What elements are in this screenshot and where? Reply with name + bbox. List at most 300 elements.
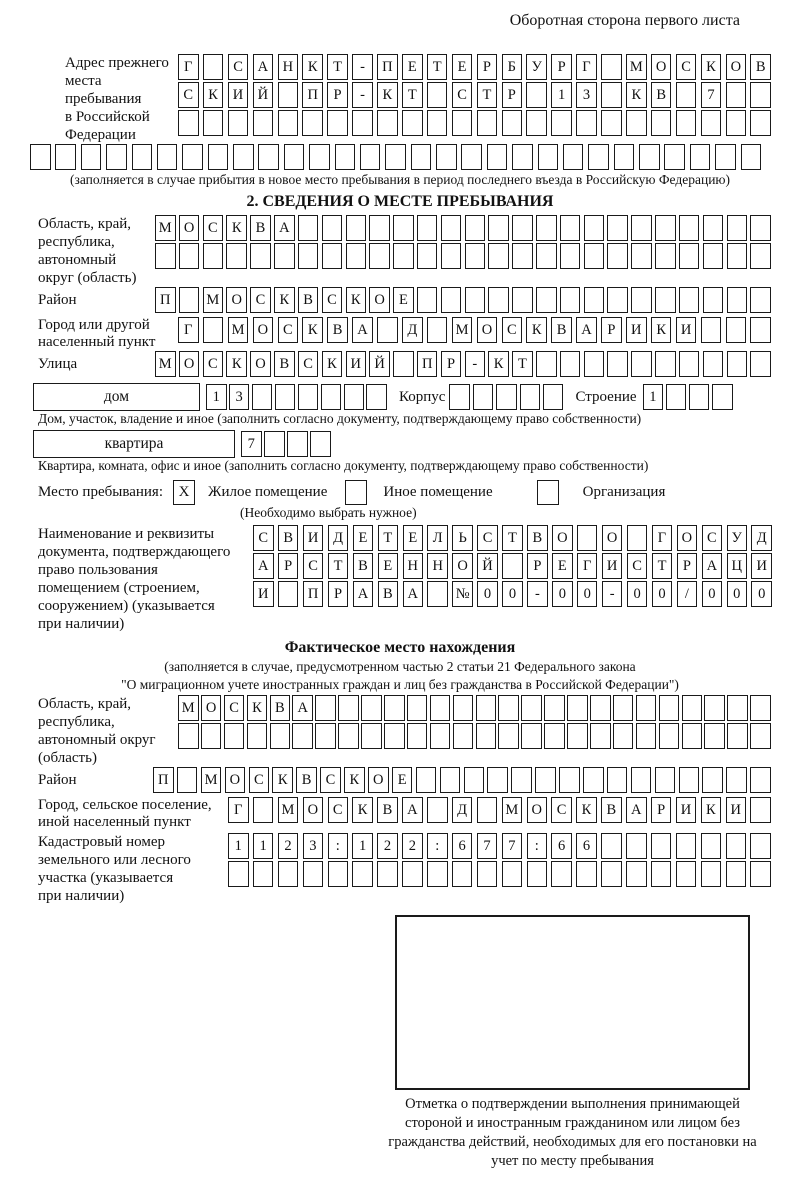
- char-box: [477, 797, 498, 823]
- actual-city-row: [228, 797, 771, 823]
- char-box: [750, 110, 771, 136]
- char-box: [560, 215, 581, 241]
- char-box: 0: [751, 581, 772, 607]
- char-box: [309, 144, 330, 170]
- char-box: Г: [228, 797, 249, 823]
- char-box: О: [368, 767, 389, 793]
- label-line: Город, сельское поселение,: [38, 797, 212, 813]
- char-box: [701, 317, 722, 343]
- char-box: С: [627, 553, 648, 579]
- label-line: Федерации: [65, 127, 136, 143]
- char-box: Н: [278, 54, 299, 80]
- char-box: :: [527, 833, 548, 859]
- cadastral-rows: [228, 833, 771, 889]
- char-box: С: [250, 287, 271, 313]
- char-box: [465, 287, 486, 313]
- char-box: [655, 243, 676, 269]
- prev-address-caption: (заполняется в случае прибытия в новое место пребывания в период последнего въезда в Российскую Федерацию): [69, 172, 731, 187]
- char-box: Б: [502, 54, 523, 80]
- char-box: [502, 861, 523, 887]
- char-box: [527, 861, 548, 887]
- char-box: [203, 54, 224, 80]
- char-box: [338, 695, 359, 721]
- char-box: А: [402, 797, 423, 823]
- char-box: Р: [477, 54, 498, 80]
- char-box: [182, 144, 203, 170]
- char-box: О: [726, 54, 747, 80]
- char-box: [233, 144, 254, 170]
- char-box: [346, 215, 367, 241]
- char-box: [576, 861, 597, 887]
- char-box: В: [378, 581, 399, 607]
- char-box: С: [477, 525, 498, 551]
- char-box: [727, 243, 748, 269]
- char-box: [55, 144, 76, 170]
- char-box: [250, 243, 271, 269]
- char-box: Р: [651, 797, 672, 823]
- char-box: К: [526, 317, 547, 343]
- char-box: Р: [278, 553, 299, 579]
- char-box: [487, 144, 508, 170]
- char-box: Т: [328, 553, 349, 579]
- char-box: [369, 215, 390, 241]
- char-box: [750, 317, 771, 343]
- char-box: [679, 767, 700, 793]
- char-box: [416, 767, 437, 793]
- char-box: [477, 861, 498, 887]
- char-box: [498, 695, 519, 721]
- char-box: [487, 767, 508, 793]
- char-box: [536, 215, 557, 241]
- actual-location-title: Фактическое место нахождения: [284, 639, 516, 656]
- char-box: [601, 110, 622, 136]
- char-box: Е: [393, 287, 414, 313]
- char-box: [177, 767, 198, 793]
- char-box: Е: [452, 54, 473, 80]
- char-box: [436, 144, 457, 170]
- char-box: [315, 723, 336, 749]
- char-box: 0: [577, 581, 598, 607]
- char-box: [679, 243, 700, 269]
- house-row: [33, 383, 800, 411]
- char-box: С: [551, 797, 572, 823]
- apartment-row: [33, 430, 800, 458]
- char-box: [453, 695, 474, 721]
- char-box: И: [346, 351, 367, 377]
- char-box: [488, 215, 509, 241]
- actual-district-label: Район: [38, 772, 77, 788]
- char-box: П: [153, 767, 174, 793]
- street-row: [155, 351, 771, 377]
- char-box: С: [702, 525, 723, 551]
- char-box: И: [726, 797, 747, 823]
- char-box: С: [178, 82, 199, 108]
- char-box: В: [527, 525, 548, 551]
- char-box: [535, 767, 556, 793]
- char-box: [258, 144, 279, 170]
- label-line: Адрес прежнего: [65, 55, 169, 71]
- char-box: Д: [402, 317, 423, 343]
- char-box: 0: [652, 581, 673, 607]
- label-line: места пребывания: [65, 73, 142, 107]
- char-box: [664, 144, 685, 170]
- char-box: А: [274, 215, 295, 241]
- char-box: [264, 431, 285, 457]
- char-box: 0: [552, 581, 573, 607]
- char-box: Н: [403, 553, 424, 579]
- char-box: Й: [477, 553, 498, 579]
- char-box: [224, 723, 245, 749]
- char-box: [679, 215, 700, 241]
- house-box-label: дом: [33, 383, 200, 411]
- char-box: [655, 351, 676, 377]
- char-box: С: [253, 525, 274, 551]
- char-box: [676, 833, 697, 859]
- char-box: [626, 833, 647, 859]
- char-box: [520, 384, 541, 410]
- char-box: А: [626, 797, 647, 823]
- char-box: [228, 110, 249, 136]
- char-box: [631, 243, 652, 269]
- char-box: О: [225, 767, 246, 793]
- char-box: [488, 243, 509, 269]
- char-box: К: [226, 215, 247, 241]
- city-block: [0, 317, 800, 351]
- document-row-2: [253, 553, 772, 579]
- char-box: [614, 144, 635, 170]
- char-box: [427, 797, 448, 823]
- char-box: А: [352, 317, 373, 343]
- char-box: [366, 384, 387, 410]
- char-box: В: [274, 351, 295, 377]
- stay-type-note: (Необходимо выбрать нужное): [240, 505, 417, 520]
- char-box: [607, 767, 628, 793]
- char-box: [526, 82, 547, 108]
- char-box: К: [352, 797, 373, 823]
- char-box: [631, 287, 652, 313]
- char-box: [512, 287, 533, 313]
- actual-district-block: [0, 767, 800, 795]
- char-box: В: [551, 317, 572, 343]
- char-box: [310, 431, 331, 457]
- char-box: [417, 215, 438, 241]
- char-box: [563, 144, 584, 170]
- prev-address-label: [65, 54, 178, 144]
- street-label: Улица: [38, 356, 78, 372]
- confirmation-stamp-box: [395, 915, 750, 1090]
- char-box: С: [203, 215, 224, 241]
- char-box: 2: [402, 833, 423, 859]
- char-box: №: [452, 581, 473, 607]
- char-box: [577, 525, 598, 551]
- char-box: [655, 215, 676, 241]
- char-box: 3: [229, 384, 250, 410]
- char-box: [322, 215, 343, 241]
- char-box: [601, 54, 622, 80]
- char-box: М: [178, 695, 199, 721]
- region-label: [38, 215, 155, 287]
- char-box: [407, 695, 428, 721]
- char-box: [322, 243, 343, 269]
- char-box: [476, 695, 497, 721]
- char-box: [666, 384, 687, 410]
- char-box: [703, 351, 724, 377]
- char-box: [464, 767, 485, 793]
- char-box: О: [253, 317, 274, 343]
- char-box: [377, 317, 398, 343]
- prev-address-row-2: [178, 82, 771, 108]
- actual-city-label: [38, 797, 228, 831]
- char-box: [498, 723, 519, 749]
- char-box: К: [576, 797, 597, 823]
- char-box: А: [292, 695, 313, 721]
- actual-location-caption-1: (заполняется в случае, предусмотренном частью 2 статьи 21 Федерального закона: [164, 659, 636, 674]
- stroenie-label: Строение: [575, 389, 637, 405]
- char-box: Е: [392, 767, 413, 793]
- char-box: [352, 110, 373, 136]
- char-box: [576, 110, 597, 136]
- char-box: [651, 833, 672, 859]
- char-box: [601, 861, 622, 887]
- char-box: [726, 110, 747, 136]
- char-box: К: [322, 351, 343, 377]
- char-box: [473, 384, 494, 410]
- section2-title: 2. СВЕДЕНИЯ О МЕСТЕ ПРЕБЫВАНИЯ: [246, 193, 554, 210]
- char-box: [178, 723, 199, 749]
- char-box: [155, 243, 176, 269]
- char-box: В: [353, 553, 374, 579]
- char-box: [590, 723, 611, 749]
- document-rows: [253, 525, 772, 609]
- char-box: [402, 861, 423, 887]
- char-box: [651, 110, 672, 136]
- char-box: 0: [702, 581, 723, 607]
- char-box: [81, 144, 102, 170]
- char-box: [726, 767, 747, 793]
- char-box: [676, 110, 697, 136]
- char-box: -: [352, 54, 373, 80]
- district-label: Район: [38, 292, 77, 308]
- char-box: [465, 243, 486, 269]
- char-box: [511, 767, 532, 793]
- label-line: округ (область): [38, 270, 137, 286]
- stay-option-residential-label: Жилое помещение: [208, 484, 328, 500]
- char-box: К: [272, 767, 293, 793]
- char-box: И: [602, 553, 623, 579]
- char-box: [601, 82, 622, 108]
- char-box: В: [750, 54, 771, 80]
- char-box: [440, 767, 461, 793]
- char-box: О: [677, 525, 698, 551]
- char-box: [452, 861, 473, 887]
- char-box: [360, 144, 381, 170]
- char-box: М: [626, 54, 647, 80]
- char-box: [703, 287, 724, 313]
- char-box: [203, 317, 224, 343]
- char-box: -: [465, 351, 486, 377]
- char-box: [750, 215, 771, 241]
- korpus-label: Корпус: [399, 389, 446, 405]
- char-box: [682, 695, 703, 721]
- label-line: Наименование и реквизиты: [38, 526, 215, 542]
- char-box: [715, 144, 736, 170]
- char-box: [427, 110, 448, 136]
- actual-region-row-2: [178, 723, 771, 749]
- char-box: Р: [527, 553, 548, 579]
- char-box: [727, 723, 748, 749]
- char-box: [676, 82, 697, 108]
- char-box: М: [502, 797, 523, 823]
- char-box: С: [203, 351, 224, 377]
- char-box: [636, 723, 657, 749]
- char-box: [179, 287, 200, 313]
- page-side-note: Оборотная сторона первого листа: [509, 12, 740, 29]
- char-box: [477, 110, 498, 136]
- char-box: [346, 243, 367, 269]
- char-box: 7: [701, 82, 722, 108]
- char-box: -: [527, 581, 548, 607]
- char-box: [750, 243, 771, 269]
- char-box: С: [502, 317, 523, 343]
- stay-type-label: Место пребывания:: [38, 484, 163, 500]
- char-box: [430, 695, 451, 721]
- char-box: [726, 317, 747, 343]
- char-box: [252, 384, 273, 410]
- char-box: С: [249, 767, 270, 793]
- stay-checkbox-residential: X: [173, 480, 195, 505]
- char-box: Г: [652, 525, 673, 551]
- char-box: [461, 144, 482, 170]
- label-line: документа, подтверждающего: [38, 544, 231, 560]
- char-box: [607, 287, 628, 313]
- label-line: Область, край,: [38, 216, 132, 232]
- char-box: О: [179, 215, 200, 241]
- char-box: В: [327, 317, 348, 343]
- char-box: [338, 723, 359, 749]
- char-box: [327, 110, 348, 136]
- char-box: [613, 695, 634, 721]
- label-line: участка (указывается: [38, 870, 174, 886]
- char-box: [631, 215, 652, 241]
- char-box: А: [576, 317, 597, 343]
- char-box: У: [526, 54, 547, 80]
- char-box: О: [477, 317, 498, 343]
- char-box: [679, 351, 700, 377]
- char-box: О: [651, 54, 672, 80]
- prev-address-row-1: [178, 54, 771, 80]
- char-box: С: [303, 553, 324, 579]
- char-box: О: [369, 287, 390, 313]
- char-box: [701, 833, 722, 859]
- char-box: А: [253, 553, 274, 579]
- char-box: [441, 243, 462, 269]
- char-box: [275, 384, 296, 410]
- char-box: Е: [353, 525, 374, 551]
- char-box: 2: [278, 833, 299, 859]
- cadastral-block: [0, 833, 800, 905]
- label-line: Кадастровый номер: [38, 834, 165, 850]
- char-box: [584, 243, 605, 269]
- char-box: [613, 723, 634, 749]
- char-box: К: [274, 287, 295, 313]
- char-box: Ц: [727, 553, 748, 579]
- char-box: М: [203, 287, 224, 313]
- char-box: [526, 110, 547, 136]
- char-box: [560, 351, 581, 377]
- actual-region-label: [38, 695, 178, 767]
- char-box: [377, 861, 398, 887]
- char-box: К: [377, 82, 398, 108]
- char-box: [536, 351, 557, 377]
- char-box: Р: [441, 351, 462, 377]
- char-box: К: [626, 82, 647, 108]
- char-box: -: [352, 82, 373, 108]
- korpus-cells: [449, 384, 563, 410]
- char-box: Р: [502, 82, 523, 108]
- char-box: 7: [502, 833, 523, 859]
- char-box: А: [702, 553, 723, 579]
- char-box: 0: [727, 581, 748, 607]
- char-box: [703, 243, 724, 269]
- char-box: [741, 144, 762, 170]
- region-row-2: [155, 243, 771, 269]
- char-box: 1: [352, 833, 373, 859]
- char-box: [588, 144, 609, 170]
- char-box: [727, 695, 748, 721]
- char-box: [465, 215, 486, 241]
- char-box: О: [552, 525, 573, 551]
- char-box: [702, 767, 723, 793]
- stay-option-other-premises-label: Иное помещение: [383, 484, 493, 500]
- stroenie-cells: [643, 384, 733, 410]
- char-box: [750, 351, 771, 377]
- char-box: [203, 243, 224, 269]
- char-box: С: [452, 82, 473, 108]
- char-box: [407, 723, 428, 749]
- region-rows: [155, 215, 771, 271]
- char-box: Т: [402, 82, 423, 108]
- label-line: населенный пункт: [38, 334, 156, 350]
- char-box: П: [303, 581, 324, 607]
- char-box: Д: [452, 797, 473, 823]
- char-box: [402, 110, 423, 136]
- char-box: [203, 110, 224, 136]
- char-box: [536, 287, 557, 313]
- char-box: 1: [253, 833, 274, 859]
- char-box: [689, 384, 710, 410]
- stay-type-row: [38, 479, 800, 505]
- char-box: [559, 767, 580, 793]
- char-box: [344, 384, 365, 410]
- char-box: [178, 110, 199, 136]
- char-box: [287, 431, 308, 457]
- char-box: [655, 767, 676, 793]
- char-box: [278, 82, 299, 108]
- char-box: [476, 723, 497, 749]
- char-box: К: [488, 351, 509, 377]
- char-box: [543, 384, 564, 410]
- prev-address-row-3: [178, 110, 771, 136]
- label-line: (область): [38, 750, 97, 766]
- char-box: [369, 243, 390, 269]
- char-box: [179, 243, 200, 269]
- char-box: В: [270, 695, 291, 721]
- char-box: [377, 110, 398, 136]
- char-box: 1: [206, 384, 227, 410]
- char-box: [449, 384, 470, 410]
- char-box: [228, 861, 249, 887]
- prev-address-row-4: [30, 144, 761, 170]
